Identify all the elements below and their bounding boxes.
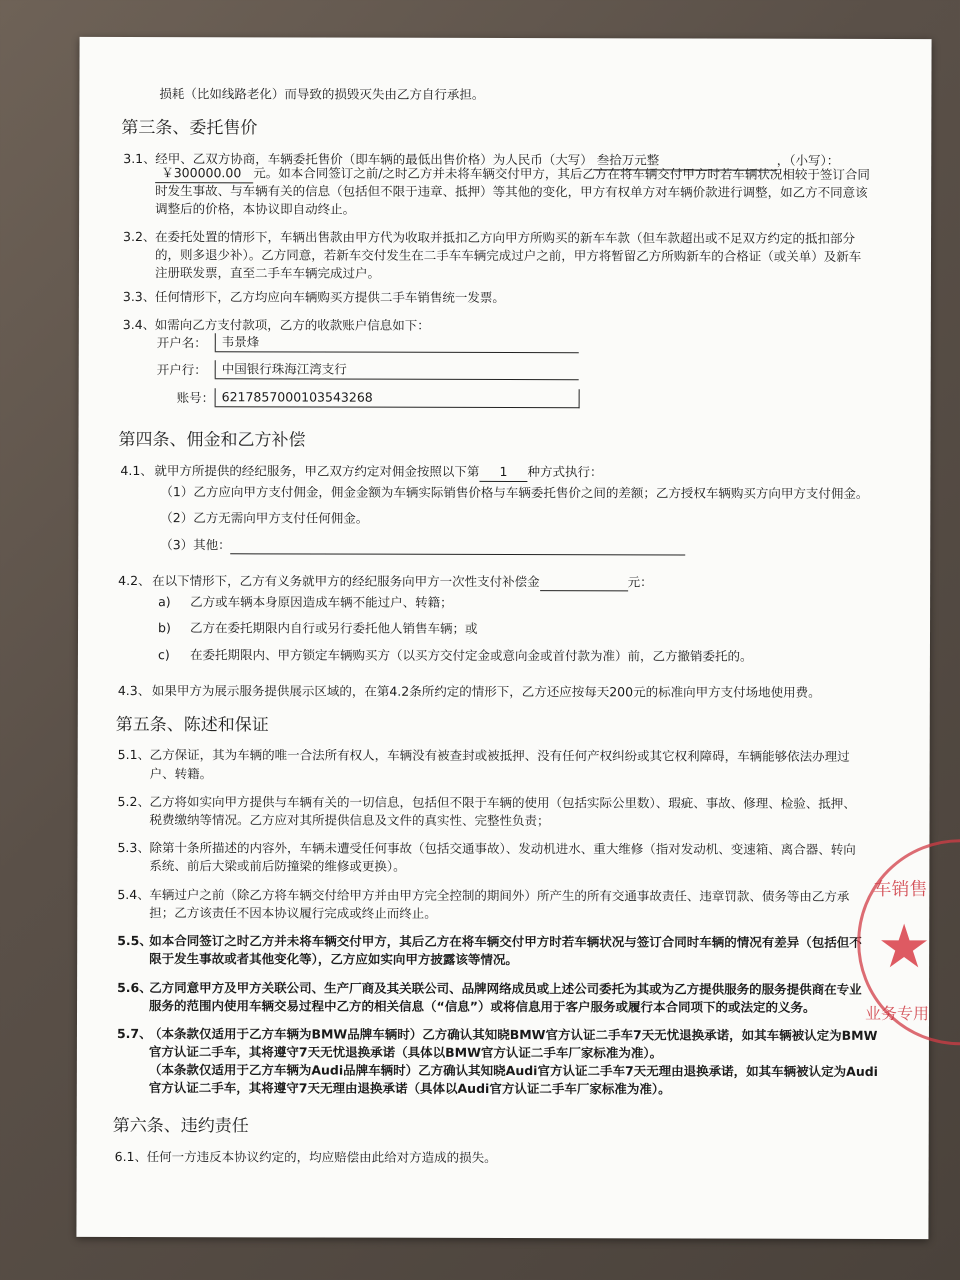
clause-3-4-text: 如需向乙方支付款项，乙方的收款账户信息如下： — [154, 317, 430, 333]
case-a-label: a) — [158, 594, 171, 610]
clause-3-2-line-1: 在委托处置的情形下，车辆出售款由甲方代为收取并抵扣乙方向甲方所购买的新车车款（但车款超出或不足双方约定的抵扣部分 — [155, 229, 856, 246]
case-b-text: 乙方在委托期限内自行或另行委托他人销售车辆；或 — [190, 620, 478, 636]
contract-page — [76, 37, 931, 1239]
clause-5-3-number: 5.3、 — [117, 839, 150, 856]
clause-3-3-text: 任何情形下，乙方均应向车辆购买方提供二手车销售统一发票。 — [154, 289, 505, 306]
seal-star-icon: ★ — [877, 911, 932, 983]
section-6-title: 第六条、违约责任 — [112, 1115, 249, 1137]
clause-4-3-text: 如果甲方为展示服务提供展示区域的，在第4.2条所约定的情形下，乙方还应按每天200元的标准向甲方支付场地使用费。 — [151, 683, 821, 700]
account-name-value: 韦景烽 — [215, 333, 260, 351]
clause-6-1-number: 6.1、 — [114, 1148, 148, 1165]
section-5-title: 第五条、陈述和保证 — [115, 714, 269, 736]
account-number-label: 账号： — [176, 390, 215, 406]
account-number-value: 6217857000103543268 — [215, 388, 373, 406]
clause-3-4-number: 3.4、 — [122, 317, 156, 333]
clause-3-1-line-3: 时发生事故、与车辆有关的信息（包括但不限于违章、抵押）等其他的变化，甲方有权单方对车辆价款进行调整，如乙方不同意该 — [155, 183, 868, 200]
clause-5-1-line-1: 乙方保证，其为车辆的唯一合法所有权人，车辆没有被查封或被抵押、没有任何产权纠纷或其它权利障碍，车辆能够依法办理过 — [149, 747, 850, 764]
clause-5-7-line-1: （本条款仅适用于乙方车辆为BMW品牌车辆时）乙方确认其知晓BMW官方认证二手车7天无忧退换承诺，如其车辆被认定为BMW — [148, 1026, 878, 1043]
price-in-figures-field: ￥300000.00 — [155, 164, 253, 183]
clause-4-1-text-b: 种方式执行： — [527, 464, 603, 480]
account-name-field — [215, 333, 579, 353]
commission-option-3 — [160, 536, 685, 555]
clause-5-7-number: 5.7、 — [116, 1025, 152, 1042]
clause-6-1-text: 任何一方违反本协议约定的，均应赔偿由此给对方造成的损失。 — [146, 1149, 497, 1165]
price-in-words-field: 叁拾万元整 — [593, 151, 777, 170]
account-bank-value: 中国银行珠海江湾支行 — [215, 360, 347, 378]
clause-5-1-number: 5.1、 — [117, 746, 151, 763]
other-commission-blank — [231, 539, 686, 555]
clause-5-3-line-2: 系统、前后大梁或前后防撞梁的维修或更换）。 — [149, 858, 406, 874]
commission-option-2: （2）乙方无需向甲方支付任何佣金。 — [160, 510, 369, 526]
clause-3-1-number: 3.1、 — [123, 151, 156, 167]
clause-3-1-line-4: 调整后的价格，本协议即自动终止。 — [155, 201, 356, 217]
section-3-title: 第三条、委托售价 — [121, 117, 258, 139]
clause-5-1-line-2: 户、转籍。 — [149, 766, 213, 782]
clause-4-2-text-a: 在以下情形下，乙方有义务就甲方的经纪服务向甲方一次性支付补偿金 — [152, 573, 540, 590]
clause-5-5-line-1: 如本合同签订之时乙方并未将车辆交付甲方，其后乙方在将车辆交付甲方时若车辆状况与签订合同时车辆的情况有差异（包括但不 — [149, 933, 862, 950]
clause-3-1-text-b: 元。如本合同签订之前/之时乙方并未将车辆交付甲方，其后乙方在将车辆交付甲方时若车辆状况相较于签订合同 — [253, 165, 870, 182]
compensation-amount-blank — [540, 576, 628, 591]
commission-option-3-label: （3）其他： — [160, 537, 231, 553]
case-c-label: c) — [157, 647, 170, 663]
seal-text-bottom: 业务专用 — [864, 1003, 930, 1024]
clause-4-1-text — [154, 462, 602, 482]
commission-option-1: （1）乙方应向甲方支付佣金，佣金金额为车辆实际销售价格与车辆委托售价之间的差额；乙方授权车辆购买方向甲方支付佣金。 — [160, 484, 869, 501]
carry-over-line: 损耗（比如线路老化）而导致的损毁灭失由乙方自行承担。 — [159, 86, 485, 102]
case-b-label: b) — [158, 620, 171, 636]
price-small-label: ，（小写）： — [776, 152, 840, 168]
clause-4-1-text-a: 就甲方所提供的经纪服务，甲乙双方约定对佣金按照以下第 — [154, 463, 480, 479]
clause-5-5-line-2: 限于发生事故或者其他变化等），乙方应如实向甲方披露该等情况。 — [149, 951, 518, 968]
clause-4-1-number: 4.1、 — [120, 462, 153, 479]
clause-3-1-text-a: 经甲、乙双方协商，车辆委托售价（即车辆的最低出售价格）为人民币（大写） — [155, 151, 593, 168]
case-c-text: 在委托期限内、甲方锁定车辆购买方（以买方交付定金或意向金或首付款为准）前，乙方撤销委托的。 — [189, 647, 753, 664]
clause-5-2-number: 5.2、 — [117, 793, 150, 810]
account-bank-field — [215, 360, 579, 380]
clause-5-7-line-2: 官方认证二手车，其将遵守7天无忧退换承诺（具体以BMW官方认证二手车厂家标准为准）。 — [148, 1044, 663, 1061]
clause-5-4-line-1: 车辆过户之前（除乙方将车辆交付给甲方并由甲方完全控制的期间外）所产生的所有交通事故责任、违章罚款、债务等由乙方承 — [149, 887, 850, 904]
clause-3-2-line-2: 的，则多退少补）。乙方同意，若新车交付发生在二手车车辆完成过户之前，甲方将暂留乙方所购新车的合格证（或关单）及新车 — [154, 247, 862, 264]
clause-5-2-line-2: 税费缴纳等情况。乙方应对其所提供信息及文件的真实性、完整性负责； — [149, 812, 550, 829]
clause-5-7-line-4: 官方认证二手车，其将遵守7天无理由退换承诺（具体以Audi官方认证二手车厂家标准为准）。 — [148, 1080, 671, 1097]
clause-3-2-line-3: 注册联发票，直至二手车车辆完成过户。 — [154, 265, 380, 281]
clause-5-6-line-2: 服务的范围内使用车辆交易过程中乙方的相关信息（“信息”）或将信息用于客户服务或履行本合同项下的或法定的义务。 — [149, 998, 816, 1015]
account-number-field — [215, 388, 580, 408]
clause-5-4-line-2: 担；乙方该责任不因本协议履行完成或终止而终止。 — [149, 905, 437, 921]
clause-5-5-number: 5.5、 — [117, 932, 152, 949]
clause-5-4-number: 5.4、 — [117, 886, 150, 903]
commission-method-field: 1 — [479, 463, 527, 482]
clause-3-2-number: 3.2、 — [123, 229, 156, 245]
account-bank-label: 开户行： — [156, 362, 207, 378]
clause-4-2-text — [152, 572, 653, 591]
section-4-title: 第四条、佣金和乙方补偿 — [118, 429, 306, 451]
clause-5-2-line-1: 乙方将如实向甲方提供与车辆有关的一切信息，包括但不限于车辆的使用（包括实际公里数）、瑕疵、事故、修理、检验、抵押、 — [149, 794, 856, 811]
clause-3-3-number: 3.3、 — [122, 289, 156, 305]
clause-4-2-number: 4.2、 — [118, 572, 151, 589]
seal-text-top: 车销售 — [873, 878, 928, 901]
case-a-text: 乙方或车辆本身原因造成车辆不能过户、转籍； — [190, 594, 453, 610]
clause-4-2-text-b: 元： — [627, 574, 653, 590]
clause-5-6-line-1: 乙方同意甲方及甲方关联公司、生产厂商及其关联公司、品牌网络成员或上述公司委托为其或为乙方提供服务的服务提供商在专业 — [149, 980, 862, 997]
account-name-label: 开户名： — [156, 335, 207, 351]
clause-5-7-line-3: （本条款仅适用于乙方车辆为Audi品牌车辆时）乙方确认其知晓Audi官方认证二手车7天无理由退换承诺，如其车辆被认定为Audi — [148, 1062, 879, 1079]
clause-4-3-number: 4.3、 — [117, 682, 151, 699]
clause-5-3-line-1: 除第十条所描述的内容外，车辆未遭受任何事故（包括交通事故）、发动机进水、重大维修（指对发动机、变速箱、离合器、转向 — [149, 840, 856, 857]
clause-5-6-number: 5.6、 — [117, 979, 152, 996]
